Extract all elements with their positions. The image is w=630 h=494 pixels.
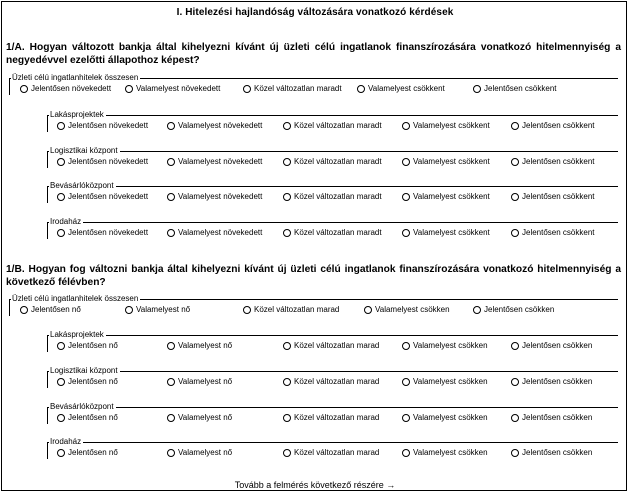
radio-option-valamelyest-csokkent[interactable]	[357, 84, 445, 94]
radio-button[interactable]	[511, 414, 519, 422]
radio-option-label: Valamelyest csökken	[413, 448, 488, 457]
group-divider	[47, 407, 618, 408]
group-left-border	[47, 115, 48, 132]
radio-button[interactable]	[57, 414, 65, 422]
group-left-border	[47, 151, 48, 168]
radio-option-label: Valamelyest növekedett	[178, 121, 263, 130]
radio-option-label: Valamelyest növekedett	[178, 228, 263, 237]
radio-option-jelentosen-csokkent[interactable]	[511, 228, 595, 238]
option-group-logisztikai-kozpont	[47, 146, 618, 168]
page-title: I. Hitelezési hajlandóság változására vonatkozó kérdések	[176, 7, 454, 18]
radio-option-label: Valamelyest csökkent	[368, 84, 445, 93]
radio-option-label: Valamelyest csökken	[413, 377, 488, 386]
radio-option-jelentosen-no[interactable]	[57, 448, 118, 458]
radio-option-valamelyest-csokkent[interactable]	[402, 121, 490, 131]
radio-button[interactable]	[357, 85, 365, 93]
radio-button[interactable]	[167, 193, 175, 201]
radio-option-label: Jelentősen csökken	[484, 305, 555, 314]
next-section-link[interactable]: Tovább a felmérés következő részére →	[234, 480, 396, 490]
option-group-lakasprojektek	[47, 330, 618, 352]
radio-button[interactable]	[57, 378, 65, 386]
radio-option-kozel-valtozatlan-marad[interactable]	[283, 341, 379, 351]
group-title: Irodaház	[50, 217, 82, 226]
radio-option-jelentosen-no[interactable]	[57, 413, 118, 423]
radio-option-label: Jelentősen növekedett	[68, 228, 149, 237]
radio-button[interactable]	[283, 449, 291, 457]
radio-option-kozel-valtozatlan-maradt[interactable]	[283, 228, 382, 238]
radio-option-kozel-valtozatlan-marad[interactable]	[283, 413, 379, 423]
group-divider	[47, 442, 618, 443]
radio-button[interactable]	[125, 85, 133, 93]
radio-option-label: Közel változatlan marad	[294, 413, 380, 422]
radio-option-label: Közel változatlan maradt	[294, 228, 382, 237]
radio-option-jelentosen-novekedett[interactable]	[57, 121, 148, 131]
radio-option-label: Valamelyest csökken	[413, 413, 488, 422]
option-group-irodahaz	[47, 437, 618, 459]
radio-option-jelentosen-novekedett[interactable]	[57, 157, 148, 167]
radio-option-kozel-valtozatlan-marad[interactable]	[243, 305, 339, 315]
radio-button[interactable]	[402, 414, 410, 422]
radio-button[interactable]	[473, 306, 481, 314]
radio-option-label: Közel változatlan maradt	[294, 157, 382, 166]
radio-option-valamelyest-novekedett[interactable]	[125, 84, 220, 94]
radio-button[interactable]	[511, 449, 519, 457]
radio-button[interactable]	[402, 449, 410, 457]
radio-button[interactable]	[57, 193, 65, 201]
radio-option-valamelyest-csokkent[interactable]	[402, 192, 490, 202]
question-1b: 1/B. Hogyan fog változni bankja által kihelyezni kívánt új üzleti célú ingatlanok finanszírozására vonatkozó hitelmennyiség a következő félévben?	[6, 264, 621, 288]
group-left-border	[9, 78, 10, 95]
radio-option-label: Jelentősen csökken	[522, 377, 593, 386]
radio-option-valamelyest-csokken[interactable]	[364, 305, 450, 315]
group-divider	[47, 186, 618, 187]
radio-button[interactable]	[511, 158, 519, 166]
radio-button[interactable]	[283, 378, 291, 386]
radio-option-label: Jelentősen csökkent	[484, 84, 557, 93]
radio-option-kozel-valtozatlan-maradt[interactable]	[283, 192, 382, 202]
radio-option-valamelyest-novekedett[interactable]	[167, 192, 262, 202]
radio-option-label: Jelentősen növekedett	[31, 84, 112, 93]
radio-option-jelentosen-csokken[interactable]	[511, 377, 592, 387]
radio-option-kozel-valtozatlan-marad[interactable]	[283, 377, 379, 387]
radio-button[interactable]	[283, 158, 291, 166]
group-divider	[47, 371, 618, 372]
radio-button[interactable]	[20, 85, 28, 93]
radio-option-valamelyest-novekedett[interactable]	[167, 157, 262, 167]
group-divider	[47, 335, 618, 336]
radio-option-label: Jelentősen növekedett	[68, 121, 149, 130]
radio-option-jelentosen-no[interactable]	[57, 341, 118, 351]
group-title: Üzleti célú ingatlanhitelek összesen	[12, 294, 139, 303]
option-group-bevasarlokozpont	[47, 402, 618, 424]
radio-option-label: Jelentősen nő	[68, 413, 118, 422]
radio-option-jelentosen-novekedett[interactable]	[57, 192, 148, 202]
radio-button[interactable]	[57, 342, 65, 350]
radio-option-valamelyest-novekedett[interactable]	[167, 228, 262, 238]
option-group-uzleti-celu-ingatlanhitelek-osszesen	[9, 294, 618, 316]
radio-button[interactable]	[167, 229, 175, 237]
radio-option-valamelyest-csokken[interactable]	[402, 341, 488, 351]
group-divider	[47, 222, 618, 223]
radio-button[interactable]	[283, 342, 291, 350]
question-1a: 1/A. Hogyan változott bankja által kihelyezni kívánt új üzleti célú ingatlanok finanszírozására vonatkozó hitelmennyiség a negyedévvel ezelőtti állapothoz képest?	[6, 42, 621, 66]
radio-option-label: Valamelyest csökkent	[413, 121, 490, 130]
radio-button[interactable]	[402, 378, 410, 386]
group-left-border	[47, 186, 48, 203]
radio-button[interactable]	[364, 306, 372, 314]
radio-option-label: Jelentősen növekedett	[68, 157, 149, 166]
radio-option-label: Közel változatlan marad	[294, 377, 380, 386]
radio-option-valamelyest-no[interactable]	[167, 341, 232, 351]
radio-option-jelentosen-csokken[interactable]	[511, 448, 592, 458]
group-title: Irodaház	[50, 437, 82, 446]
group-left-border	[47, 442, 48, 459]
radio-button[interactable]	[511, 193, 519, 201]
radio-option-label: Valamelyest növekedett	[178, 192, 263, 201]
radio-option-kozel-valtozatlan-maradt[interactable]	[283, 157, 382, 167]
radio-button[interactable]	[57, 229, 65, 237]
radio-option-label: Jelentősen csökkent	[522, 228, 595, 237]
radio-option-valamelyest-csokkent[interactable]	[402, 228, 490, 238]
radio-option-jelentosen-novekedett[interactable]	[57, 228, 148, 238]
radio-option-valamelyest-no[interactable]	[167, 413, 232, 423]
radio-button[interactable]	[511, 378, 519, 386]
group-left-border	[9, 299, 10, 316]
group-title: Lakásprojektek	[50, 330, 104, 339]
radio-option-jelentosen-csokken[interactable]	[511, 413, 592, 423]
radio-button[interactable]	[167, 449, 175, 457]
radio-option-label: Valamelyest nő	[178, 341, 233, 350]
radio-option-label: Valamelyest csökkent	[413, 192, 490, 201]
radio-button[interactable]	[402, 229, 410, 237]
option-group-irodahaz	[47, 217, 618, 239]
group-divider	[47, 151, 618, 152]
radio-option-label: Jelentősen növekedett	[68, 192, 149, 201]
radio-button[interactable]	[402, 342, 410, 350]
radio-option-label: Valamelyest csökken	[375, 305, 450, 314]
group-title: Lakásprojektek	[50, 110, 104, 119]
radio-button[interactable]	[167, 378, 175, 386]
radio-option-valamelyest-csokken[interactable]	[402, 377, 488, 387]
radio-option-jelentosen-csokkent[interactable]	[511, 121, 595, 131]
radio-option-label: Valamelyest nő	[136, 305, 191, 314]
radio-button[interactable]	[125, 306, 133, 314]
radio-button[interactable]	[473, 85, 481, 93]
radio-option-jelentosen-csokken[interactable]	[511, 341, 592, 351]
radio-option-valamelyest-csokken[interactable]	[402, 448, 488, 458]
radio-option-label: Közel változatlan marad	[254, 305, 340, 314]
radio-button[interactable]	[57, 122, 65, 130]
option-group-logisztikai-kozpont	[47, 366, 618, 388]
radio-button[interactable]	[402, 158, 410, 166]
radio-option-valamelyest-csokkent[interactable]	[402, 157, 490, 167]
radio-option-valamelyest-no[interactable]	[167, 448, 232, 458]
radio-option-label: Jelentősen csökkent	[522, 192, 595, 201]
radio-button[interactable]	[57, 158, 65, 166]
option-group-bevasarlokozpont	[47, 181, 618, 203]
radio-option-label: Valamelyest csökken	[413, 341, 488, 350]
radio-option-label: Közel változatlan maradt	[294, 121, 382, 130]
radio-button[interactable]	[402, 193, 410, 201]
radio-button[interactable]	[511, 229, 519, 237]
option-group-lakasprojektek	[47, 110, 618, 132]
radio-option-kozel-valtozatlan-maradt[interactable]	[243, 84, 342, 94]
radio-option-jelentosen-csokkent[interactable]	[511, 157, 595, 167]
radio-option-label: Jelentősen nő	[31, 305, 81, 314]
radio-option-label: Jelentősen csökken	[522, 448, 593, 457]
radio-button[interactable]	[57, 449, 65, 457]
radio-button[interactable]	[243, 85, 251, 93]
radio-option-label: Jelentősen nő	[68, 448, 118, 457]
radio-button[interactable]	[167, 122, 175, 130]
radio-button[interactable]	[167, 342, 175, 350]
radio-option-label: Valamelyest nő	[178, 413, 233, 422]
group-title: Bevásárlóközpont	[50, 181, 114, 190]
radio-button[interactable]	[167, 414, 175, 422]
radio-option-label: Valamelyest csökkent	[413, 228, 490, 237]
radio-option-label: Közel változatlan marad	[294, 341, 380, 350]
radio-option-label: Közel változatlan maradt	[254, 84, 342, 93]
radio-option-label: Valamelyest nő	[178, 377, 233, 386]
radio-button[interactable]	[511, 122, 519, 130]
radio-option-jelentosen-novekedett[interactable]	[20, 84, 111, 94]
group-title: Üzleti célú ingatlanhitelek összesen	[12, 73, 139, 82]
radio-option-kozel-valtozatlan-marad[interactable]	[283, 448, 379, 458]
radio-option-jelentosen-csokkent[interactable]	[511, 192, 595, 202]
radio-option-jelentosen-csokkent[interactable]	[473, 84, 557, 94]
radio-option-jelentosen-no[interactable]	[57, 377, 118, 387]
radio-option-label: Jelentősen nő	[68, 377, 118, 386]
radio-button[interactable]	[167, 158, 175, 166]
radio-button[interactable]	[283, 229, 291, 237]
radio-option-label: Valamelyest növekedett	[136, 84, 221, 93]
radio-button[interactable]	[243, 306, 251, 314]
radio-option-valamelyest-no[interactable]	[167, 377, 232, 387]
group-left-border	[47, 407, 48, 424]
radio-option-jelentosen-csokken[interactable]	[473, 305, 554, 315]
radio-option-label: Jelentősen csökkent	[522, 157, 595, 166]
group-left-border	[47, 335, 48, 352]
group-title: Logisztikai központ	[50, 146, 118, 155]
radio-option-valamelyest-novekedett[interactable]	[167, 121, 262, 131]
radio-option-valamelyest-no[interactable]	[125, 305, 190, 315]
radio-option-label: Valamelyest csökkent	[413, 157, 490, 166]
radio-option-kozel-valtozatlan-maradt[interactable]	[283, 121, 382, 131]
radio-option-valamelyest-csokken[interactable]	[402, 413, 488, 423]
radio-option-label: Jelentősen nő	[68, 341, 118, 350]
radio-option-label: Valamelyest növekedett	[178, 157, 263, 166]
radio-option-label: Jelentősen csökken	[522, 413, 593, 422]
group-left-border	[47, 371, 48, 388]
radio-option-label: Közel változatlan maradt	[294, 192, 382, 201]
group-divider	[47, 115, 618, 116]
group-title: Logisztikai központ	[50, 366, 118, 375]
group-left-border	[47, 222, 48, 239]
option-group-uzleti-celu-ingatlanhitelek-osszesen	[9, 73, 618, 95]
radio-button[interactable]	[511, 342, 519, 350]
radio-option-jelentosen-no[interactable]	[20, 305, 81, 315]
radio-option-label: Valamelyest nő	[178, 448, 233, 457]
radio-option-label: Közel változatlan marad	[294, 448, 380, 457]
radio-button[interactable]	[283, 122, 291, 130]
radio-button[interactable]	[283, 414, 291, 422]
radio-button[interactable]	[402, 122, 410, 130]
radio-option-label: Jelentősen csökken	[522, 341, 593, 350]
group-title: Bevásárlóközpont	[50, 402, 114, 411]
radio-button[interactable]	[283, 193, 291, 201]
radio-option-label: Jelentősen csökkent	[522, 121, 595, 130]
radio-button[interactable]	[20, 306, 28, 314]
